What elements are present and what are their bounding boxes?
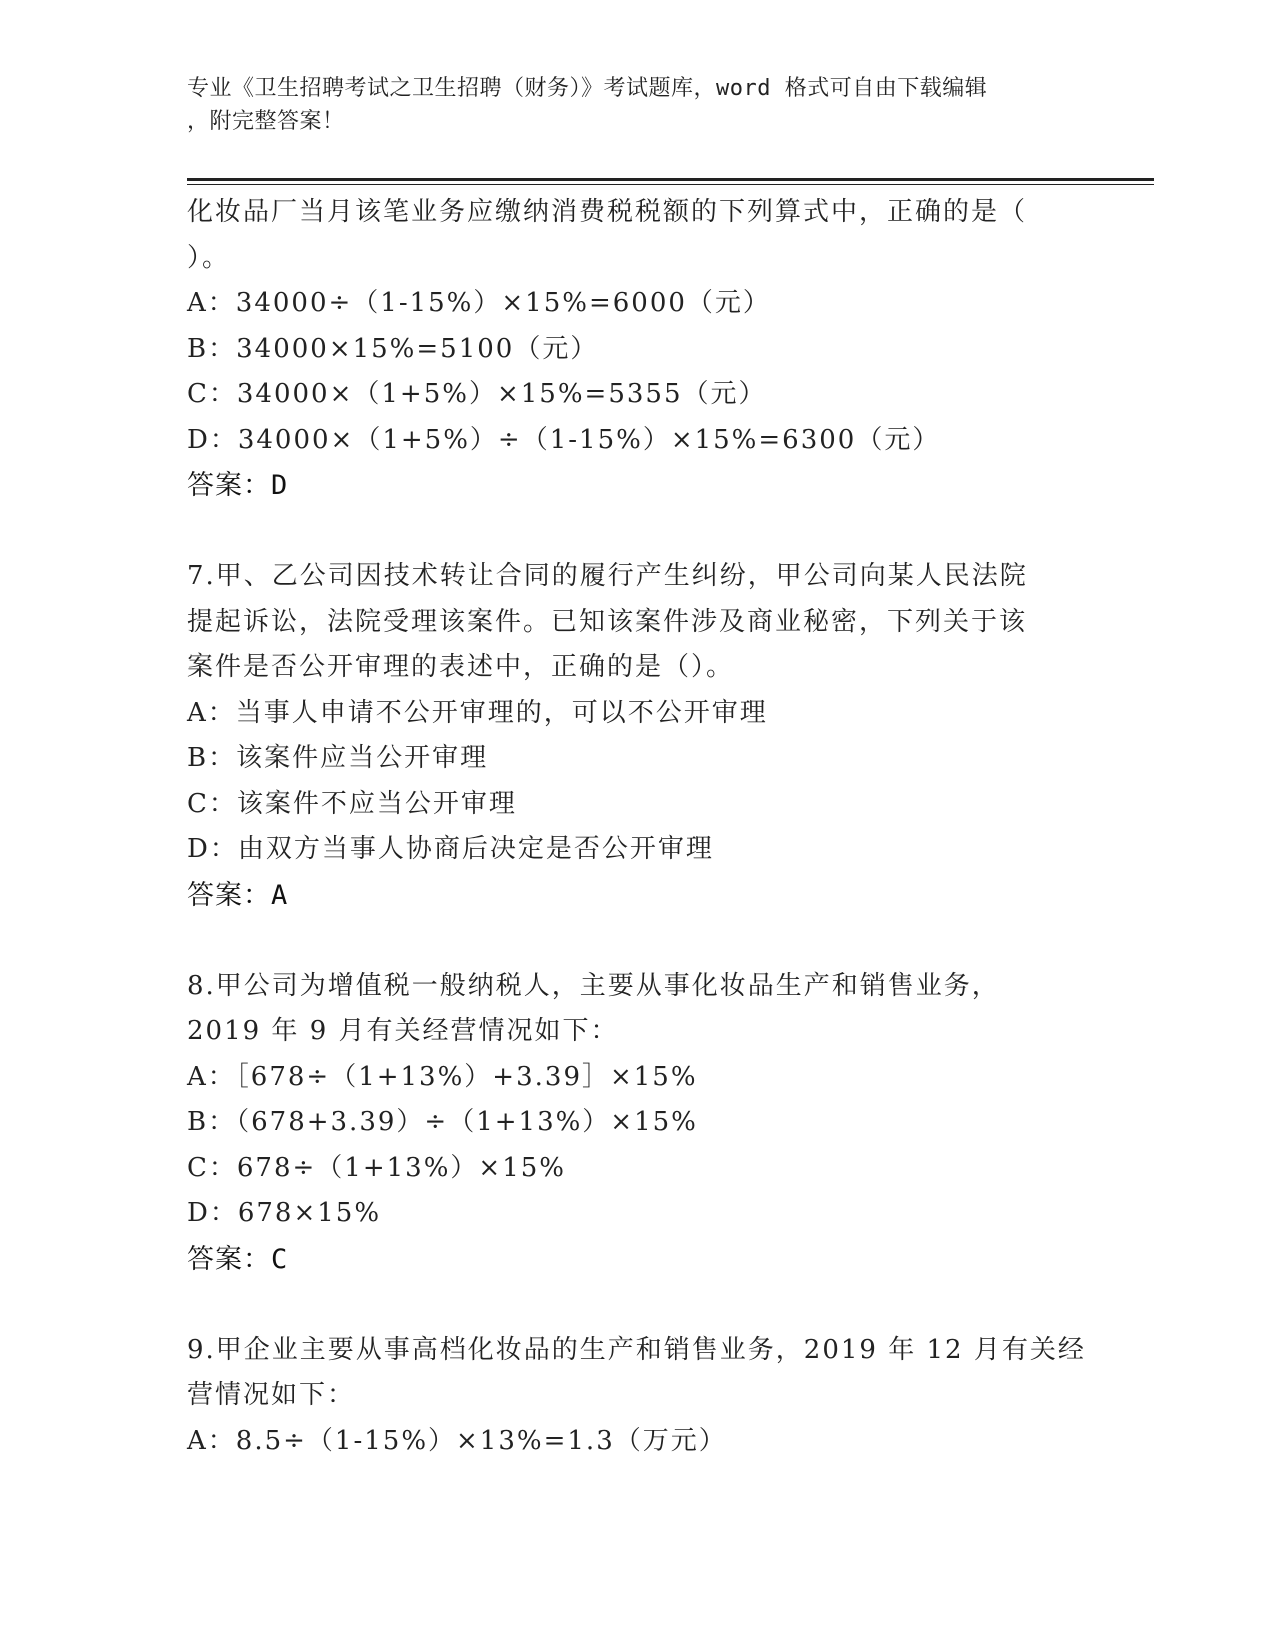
question-stem: 提起诉讼，法院受理该案件。已知该案件涉及商业秘密，下列关于该 <box>187 606 1028 637</box>
question-9 <box>187 1328 1087 1465</box>
option-c: C：678÷（1+13%）×15% <box>187 1152 566 1183</box>
question-stem: 营情况如下： <box>187 1380 356 1410</box>
header-divider-thin <box>187 184 1154 185</box>
option-b: B：34000×15%=5100（元） <box>187 333 599 364</box>
document-header <box>187 72 1067 138</box>
question-stem: 案件是否公开审理的表述中，正确的是（）。 <box>187 652 735 682</box>
answer: 答案：A <box>187 879 289 911</box>
header-line-1: 专业《卫生招聘考试之卫生招聘（财务）》考试题库，word 格式可自由下载编辑 <box>187 76 988 101</box>
question-6 <box>187 190 1087 509</box>
answer: 答案：C <box>187 1243 289 1275</box>
question-8 <box>187 964 1087 1283</box>
question-stem: 8.甲公司为增值税一般纳税人，主要从事化妆品生产和销售业务， <box>187 970 1000 1001</box>
option-a: A：［678÷（1+13%）+3.39］×15% <box>187 1061 698 1092</box>
option-c: C：34000×（1+5%）×15%=5355（元） <box>187 379 767 409</box>
option-a: A：8.5÷（1-15%）×13%=1.3（万元） <box>187 1425 727 1456</box>
option-b: B：（678+3.39）÷（1+13%）×15% <box>187 1107 698 1137</box>
option-d: D：678×15% <box>187 1198 382 1228</box>
question-7 <box>187 554 1087 918</box>
option-b: B：该案件应当公开审理 <box>187 743 489 773</box>
question-stem: 7.甲、乙公司因技术转让合同的履行产生纠纷，甲公司向某人民法院 <box>187 561 1028 591</box>
option-d: D：34000×（1+5%）÷（1-15%）×15%=6300（元） <box>187 424 941 455</box>
option-a: A：当事人申请不公开审理的，可以不公开审理 <box>187 697 768 728</box>
question-list <box>187 190 1087 1464</box>
question-stem: 2019 年 9 月有关经营情况如下： <box>187 1016 619 1046</box>
header-divider-thick <box>187 178 1154 181</box>
question-stem: 化妆品厂当月该笔业务应缴纳消费税税额的下列算式中，正确的是（ <box>187 197 1028 227</box>
question-stem: 9.甲企业主要从事高档化妆品的生产和销售业务，2019 年 12 月有关经 <box>187 1334 1086 1365</box>
header-line-2: ，附完整答案！ <box>187 109 345 134</box>
answer: 答案：D <box>187 470 289 501</box>
option-c: C：该案件不应当公开审理 <box>187 788 517 819</box>
option-d: D：由双方当事人协商后决定是否公开审理 <box>187 834 714 864</box>
option-a: A：34000÷（1-15%）×15%=6000（元） <box>187 288 771 318</box>
question-stem: ）。 <box>187 242 231 273</box>
